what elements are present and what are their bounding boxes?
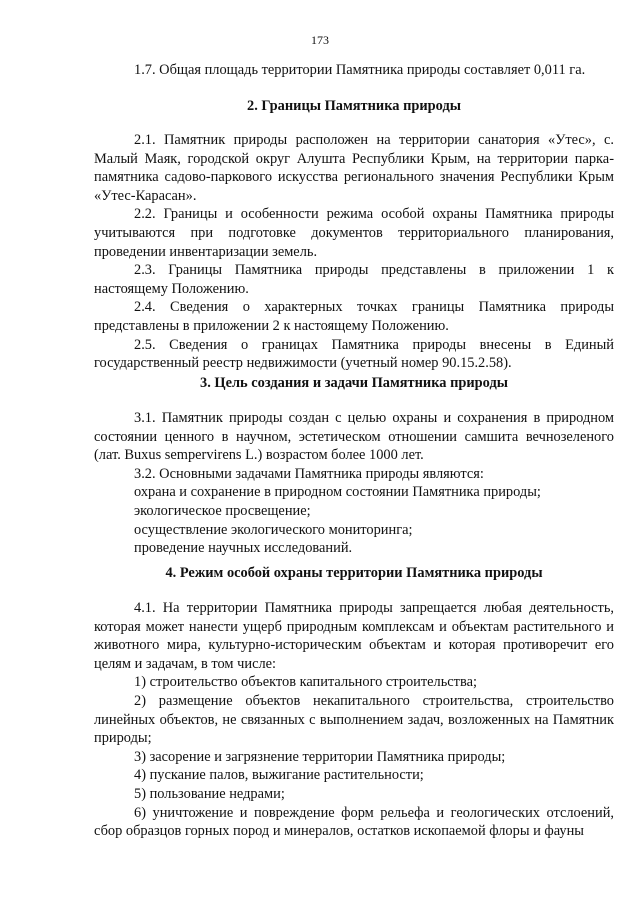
section-2-heading: 2. Границы Памятника природы xyxy=(247,98,461,114)
section-4-body xyxy=(94,599,614,841)
task-item: проведение научных исследований. xyxy=(134,540,353,557)
section-3-heading: 3. Цель создания и задачи Памятника природы xyxy=(200,375,508,391)
task-item: осуществление экологического мониторинга; xyxy=(134,521,413,538)
section-3-body xyxy=(94,409,614,558)
task-item: экологическое просвещение; xyxy=(134,502,311,519)
paragraph-4-1: 4.1. На территории Памятника природы запрещается любая деятельность, которая может нанести ущерб природным комплексам и объектам растительного и животного мира, культурно-историческим объектам и которая противоречит его целям и задачам, в том числе: xyxy=(94,600,614,672)
section-4-heading: 4. Режим особой охраны территории Памятника природы xyxy=(165,565,543,581)
paragraph-2-3: 2.3. Границы Памятника природы представлены в приложении 1 к настоящему Положению. xyxy=(94,262,614,297)
paragraph-2-2: 2.2. Границы и особенности режима особой охраны Памятника природы учитываются при подготовке документов территориального планирования, проведении инвентаризации земель. xyxy=(94,206,614,260)
list-item: 3) засорение и загрязнение территории Памятника природы; xyxy=(134,748,506,765)
page-number: 173 xyxy=(311,33,329,47)
list-item: 6) уничтожение и повреждение форм рельефа и геологических отслоений, сбор образцов горных пород и минералов, остатков ископаемой флоры и фауны xyxy=(94,804,614,840)
list-item: 4) пускание палов, выжигание растительности; xyxy=(134,767,424,784)
paragraph-2-5: 2.5. Сведения о границах Памятника природы внесены в Единый государственный реестр недвижимости (учетный номер 90.15.2.58). xyxy=(94,336,614,372)
paragraph-2-4: 2.4. Сведения о характерных точках границы Памятника природы представлены в приложении 2 к настоящему Положению. xyxy=(94,299,614,334)
list-item: 2) размещение объектов некапитального строительства, строительство линейных объектов, не связанных с выполнением задач, возложенных на Памятник природы; xyxy=(94,692,614,747)
paragraph-2-1: 2.1. Памятник природы расположен на территории санатория «Утес», с. Малый Маяк, городской округ Алушта Республики Крым, на территории парка-памятника садово-паркового искусства регионального значения Республики Крым «Утес-Карасан». xyxy=(94,132,614,204)
paragraph-3-2: 3.2. Основными задачами Памятника природы являются: xyxy=(134,465,484,482)
list-item: 5) пользование недрами; xyxy=(134,785,285,802)
paragraph-3-1: 3.1. Памятник природы создан с целью охраны и сохранения в природном состоянии ценного в научном, эстетическом отношении самшита вечнозеленого (лат. Buxus sempervirens L.) возрастом более 1000 лет. xyxy=(94,410,614,464)
task-item: охрана и сохранение в природном состоянии Памятника природы; xyxy=(134,484,541,501)
list-item: 1) строительство объектов капитального строительства; xyxy=(134,674,477,691)
section-2-body xyxy=(94,131,614,373)
paragraph-1-7: 1.7. Общая площадь территории Памятника природы составляет 0,011 га. xyxy=(134,62,586,78)
